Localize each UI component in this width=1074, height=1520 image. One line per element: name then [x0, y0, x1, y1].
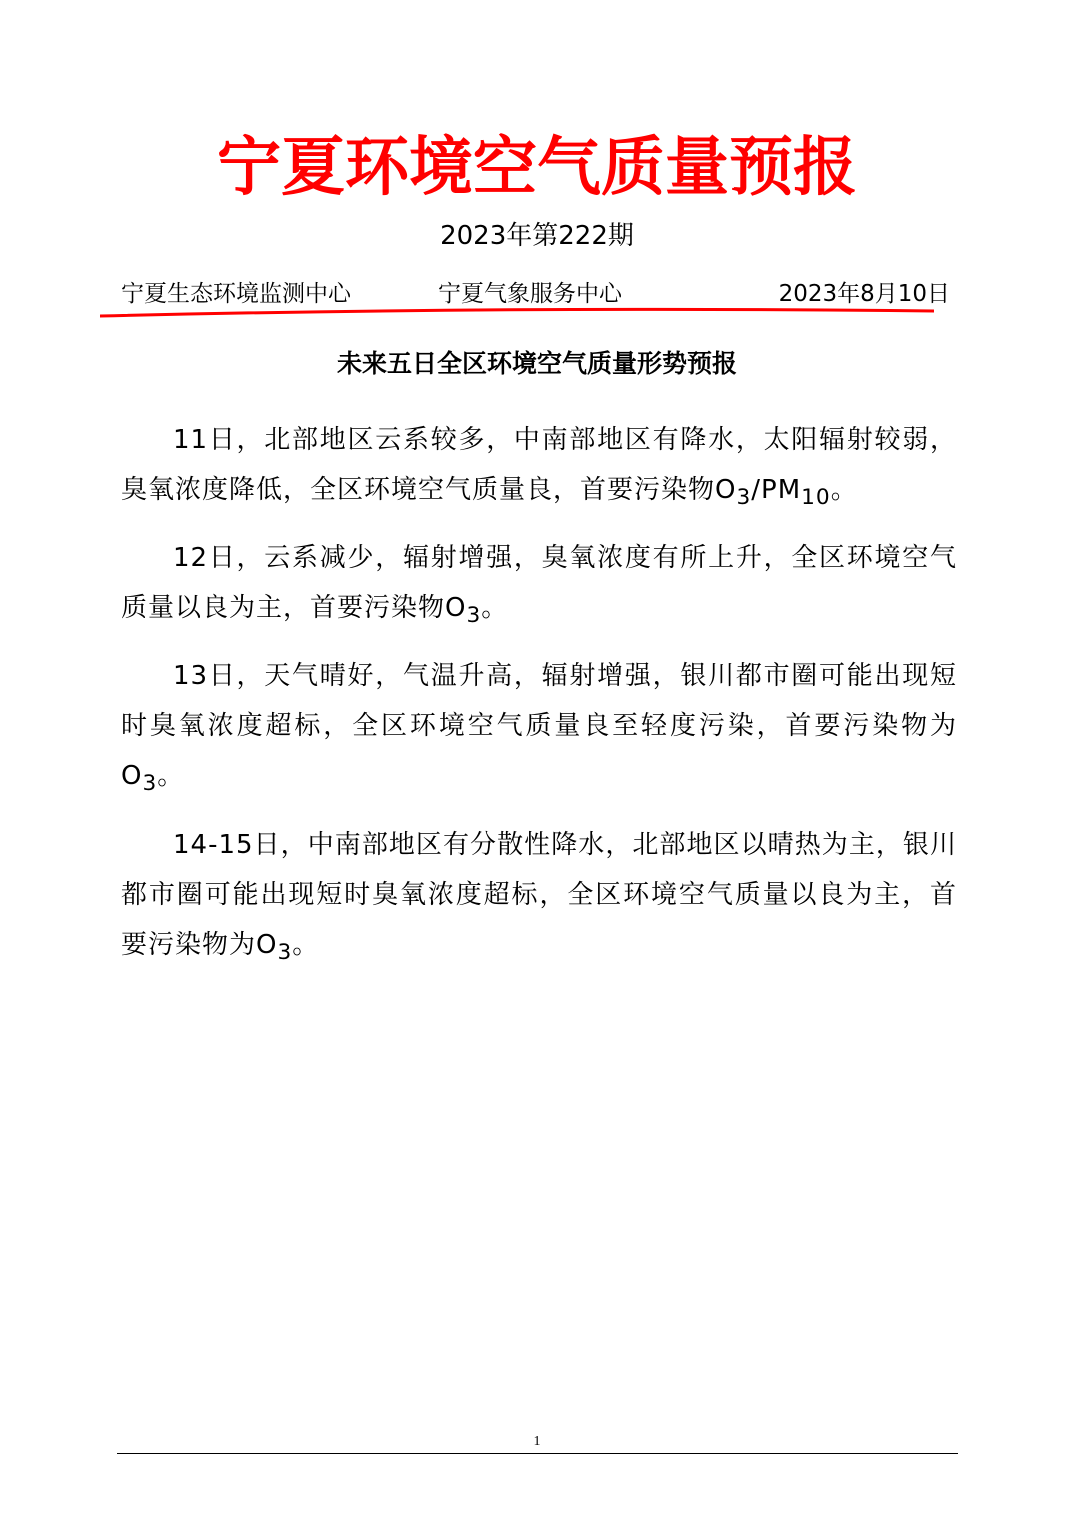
page-number: 1: [533, 1434, 541, 1449]
forecast-body: [121, 415, 957, 988]
subscript: 10: [801, 485, 831, 511]
paragraph-text: /PM: [751, 475, 802, 505]
issuing-org-meteorological-center: 宁夏气象服务中心: [438, 281, 622, 307]
red-divider-line: [100, 304, 934, 320]
forecast-paragraph-day-14-15: [121, 820, 957, 978]
paragraph-text: 。: [292, 929, 320, 960]
forecast-heading: 未来五日全区环境空气质量形势预报: [336, 349, 737, 378]
forecast-paragraph-day-11: [121, 415, 957, 523]
paragraph-text: 12日，云系减少，辐射增强，臭氧浓度有所上升，全区环境空气质量以良为主，首要污染物O: [121, 543, 957, 624]
issuing-org-monitoring-center: 宁夏生态环境监测中心: [121, 281, 351, 307]
paragraph-text: 11日，北部地区云系较多，中南部地区有降水，太阳辐射较弱，臭氧浓度降低，全区环境空气质量良，首要污染物O: [121, 425, 957, 505]
forecast-paragraph-day-13: [121, 651, 957, 809]
issue-date: 2023年8月10日: [778, 281, 950, 307]
paragraph-text: 。: [481, 593, 509, 624]
paragraph-text: 13日，天气晴好，气温升高，辐射增强，银川都市圈可能出现短时臭氧浓度超标，全区环境空气质量良至轻度污染，首要污染物为O: [121, 661, 957, 792]
forecast-paragraph-day-12: [121, 533, 957, 641]
subscript: 3: [277, 939, 293, 965]
subscript: 3: [736, 485, 752, 511]
subscript: 3: [466, 603, 482, 629]
subscript: 3: [142, 771, 158, 797]
document-title: 宁夏环境空气质量预报: [217, 130, 857, 205]
paragraph-text: 14-15日，中南部地区有分散性降水，北部地区以晴热为主，银川都市圈可能出现短时臭氧浓度超标，全区环境空气质量以良为主，首要污染物为O: [121, 829, 957, 960]
paragraph-text: 。: [157, 761, 185, 792]
issue-number: 2023年第222期: [440, 221, 634, 251]
paragraph-text: 。: [830, 475, 858, 505]
footer-divider: [117, 1453, 958, 1454]
